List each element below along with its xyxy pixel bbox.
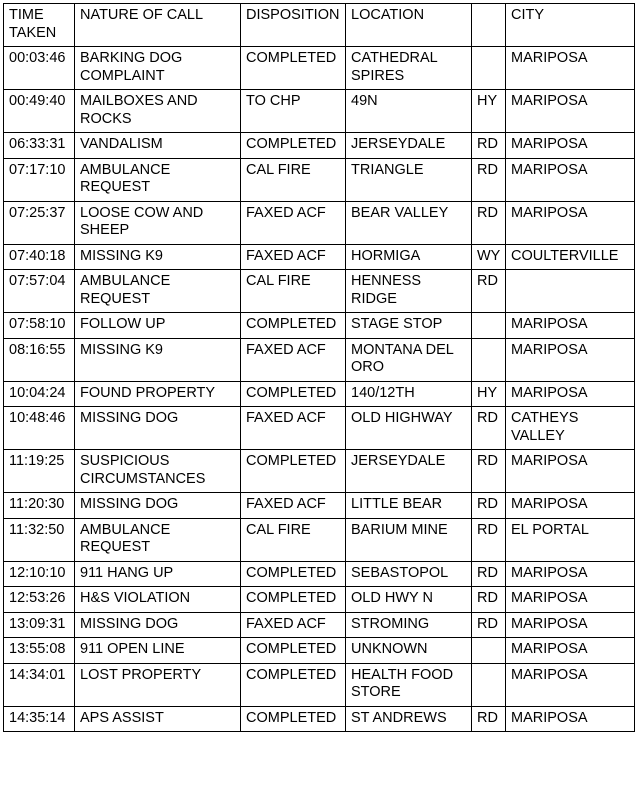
cell-time: 08:16:55 [4,338,75,381]
cell-time: 12:10:10 [4,561,75,587]
cell-city: MARIPOSA [506,587,635,613]
cell-location: OLD HIGHWAY [346,407,472,450]
cell-nature-of-call: AMBULANCE REQUEST [75,518,241,561]
cell-time: 07:25:37 [4,201,75,244]
cell-location: 140/12TH [346,381,472,407]
cell-street-suffix: RD [472,561,506,587]
cell-location: SEBASTOPOL [346,561,472,587]
cell-time: 00:49:40 [4,90,75,133]
table-row [4,201,635,244]
cell-disposition: COMPLETED [241,638,346,664]
cell-city: CATHEYS VALLEY [506,407,635,450]
cell-city: MARIPOSA [506,663,635,706]
cell-location: JERSEYDALE [346,133,472,159]
cell-city: MARIPOSA [506,450,635,493]
cell-city: MARIPOSA [506,612,635,638]
table-row [4,518,635,561]
cell-nature-of-call: MISSING K9 [75,244,241,270]
cell-time: 14:34:01 [4,663,75,706]
header-city: CITY [506,4,635,47]
cell-time: 07:57:04 [4,270,75,313]
table-row [4,493,635,519]
cell-location: STROMING [346,612,472,638]
table-row [4,244,635,270]
cell-street-suffix: RD [472,518,506,561]
cell-location: 49N [346,90,472,133]
cell-city [506,270,635,313]
table-row [4,90,635,133]
cell-time: 11:20:30 [4,493,75,519]
cell-location: OLD HWY N [346,587,472,613]
cell-nature-of-call: MISSING DOG [75,612,241,638]
cell-location: UNKNOWN [346,638,472,664]
cell-disposition: COMPLETED [241,706,346,732]
cell-time: 10:04:24 [4,381,75,407]
cell-time: 07:58:10 [4,313,75,339]
cell-street-suffix [472,338,506,381]
cell-street-suffix: RD [472,133,506,159]
cell-disposition: COMPLETED [241,47,346,90]
cell-city: MARIPOSA [506,133,635,159]
cell-nature-of-call: MAILBOXES AND ROCKS [75,90,241,133]
cell-location: JERSEYDALE [346,450,472,493]
cell-street-suffix: RD [472,587,506,613]
cell-nature-of-call: VANDALISM [75,133,241,159]
cell-location: HENNESS RIDGE [346,270,472,313]
cell-street-suffix: RD [472,158,506,201]
cell-location: TRIANGLE [346,158,472,201]
cell-nature-of-call: FOUND PROPERTY [75,381,241,407]
cell-disposition: COMPLETED [241,381,346,407]
cell-nature-of-call: AMBULANCE REQUEST [75,270,241,313]
call-log-table [3,3,635,732]
cell-location: HORMIGA [346,244,472,270]
cell-disposition: COMPLETED [241,587,346,613]
cell-time: 10:48:46 [4,407,75,450]
table-row [4,638,635,664]
table-row [4,270,635,313]
cell-disposition: FAXED ACF [241,612,346,638]
cell-nature-of-call: AMBULANCE REQUEST [75,158,241,201]
cell-nature-of-call: FOLLOW UP [75,313,241,339]
cell-nature-of-call: MISSING K9 [75,338,241,381]
cell-disposition: FAXED ACF [241,244,346,270]
cell-street-suffix [472,47,506,90]
cell-time: 14:35:14 [4,706,75,732]
cell-disposition: FAXED ACF [241,201,346,244]
table-row [4,450,635,493]
table-row [4,158,635,201]
cell-location: BEAR VALLEY [346,201,472,244]
header-street-suffix [472,4,506,47]
cell-street-suffix: RD [472,612,506,638]
cell-time: 07:17:10 [4,158,75,201]
cell-street-suffix [472,313,506,339]
cell-city: MARIPOSA [506,493,635,519]
cell-street-suffix: HY [472,90,506,133]
table-row [4,407,635,450]
cell-city: MARIPOSA [506,381,635,407]
cell-street-suffix: RD [472,493,506,519]
cell-disposition: COMPLETED [241,450,346,493]
header-row [4,4,635,47]
table-row [4,587,635,613]
cell-location: CATHEDRAL SPIRES [346,47,472,90]
cell-nature-of-call: MISSING DOG [75,493,241,519]
cell-disposition: TO CHP [241,90,346,133]
cell-disposition: FAXED ACF [241,338,346,381]
cell-nature-of-call: SUSPICIOUS CIRCUMSTANCES [75,450,241,493]
cell-street-suffix: RD [472,706,506,732]
header-nature-of-call: NATURE OF CALL [75,4,241,47]
table-row [4,561,635,587]
table-row [4,313,635,339]
cell-street-suffix [472,663,506,706]
table-row [4,381,635,407]
cell-time: 13:09:31 [4,612,75,638]
header-location: LOCATION [346,4,472,47]
cell-location: MONTANA DEL ORO [346,338,472,381]
cell-disposition: COMPLETED [241,313,346,339]
cell-nature-of-call: 911 HANG UP [75,561,241,587]
cell-disposition: CAL FIRE [241,158,346,201]
table-row [4,706,635,732]
cell-nature-of-call: H&S VIOLATION [75,587,241,613]
cell-location: LITTLE BEAR [346,493,472,519]
header-disposition: DISPOSITION [241,4,346,47]
cell-disposition: COMPLETED [241,663,346,706]
cell-disposition: FAXED ACF [241,493,346,519]
cell-location: STAGE STOP [346,313,472,339]
cell-location: HEALTH FOOD STORE [346,663,472,706]
cell-street-suffix: RD [472,201,506,244]
cell-nature-of-call: APS ASSIST [75,706,241,732]
cell-city: MARIPOSA [506,638,635,664]
cell-time: 07:40:18 [4,244,75,270]
cell-city: MARIPOSA [506,90,635,133]
cell-city: MARIPOSA [506,313,635,339]
cell-street-suffix: RD [472,450,506,493]
cell-street-suffix: RD [472,407,506,450]
cell-city: EL PORTAL [506,518,635,561]
cell-time: 11:32:50 [4,518,75,561]
cell-disposition: CAL FIRE [241,518,346,561]
cell-street-suffix: WY [472,244,506,270]
table-row [4,612,635,638]
cell-time: 06:33:31 [4,133,75,159]
header-time-taken: TIME TAKEN [4,4,75,47]
cell-location: BARIUM MINE [346,518,472,561]
cell-nature-of-call: BARKING DOG COMPLAINT [75,47,241,90]
cell-disposition: COMPLETED [241,561,346,587]
cell-time: 13:55:08 [4,638,75,664]
cell-city: MARIPOSA [506,706,635,732]
cell-disposition: FAXED ACF [241,407,346,450]
call-log-body [4,47,635,732]
table-row [4,133,635,159]
cell-time: 11:19:25 [4,450,75,493]
cell-street-suffix: RD [472,270,506,313]
cell-city: MARIPOSA [506,158,635,201]
table-row [4,47,635,90]
cell-location: ST ANDREWS [346,706,472,732]
cell-city: MARIPOSA [506,47,635,90]
cell-time: 12:53:26 [4,587,75,613]
cell-disposition: CAL FIRE [241,270,346,313]
cell-time: 00:03:46 [4,47,75,90]
cell-city: MARIPOSA [506,561,635,587]
cell-city: MARIPOSA [506,201,635,244]
cell-street-suffix: HY [472,381,506,407]
cell-disposition: COMPLETED [241,133,346,159]
cell-nature-of-call: LOOSE COW AND SHEEP [75,201,241,244]
table-row [4,663,635,706]
cell-city: MARIPOSA [506,338,635,381]
cell-city: COULTERVILLE [506,244,635,270]
cell-street-suffix [472,638,506,664]
cell-nature-of-call: 911 OPEN LINE [75,638,241,664]
cell-nature-of-call: MISSING DOG [75,407,241,450]
table-row [4,338,635,381]
cell-nature-of-call: LOST PROPERTY [75,663,241,706]
